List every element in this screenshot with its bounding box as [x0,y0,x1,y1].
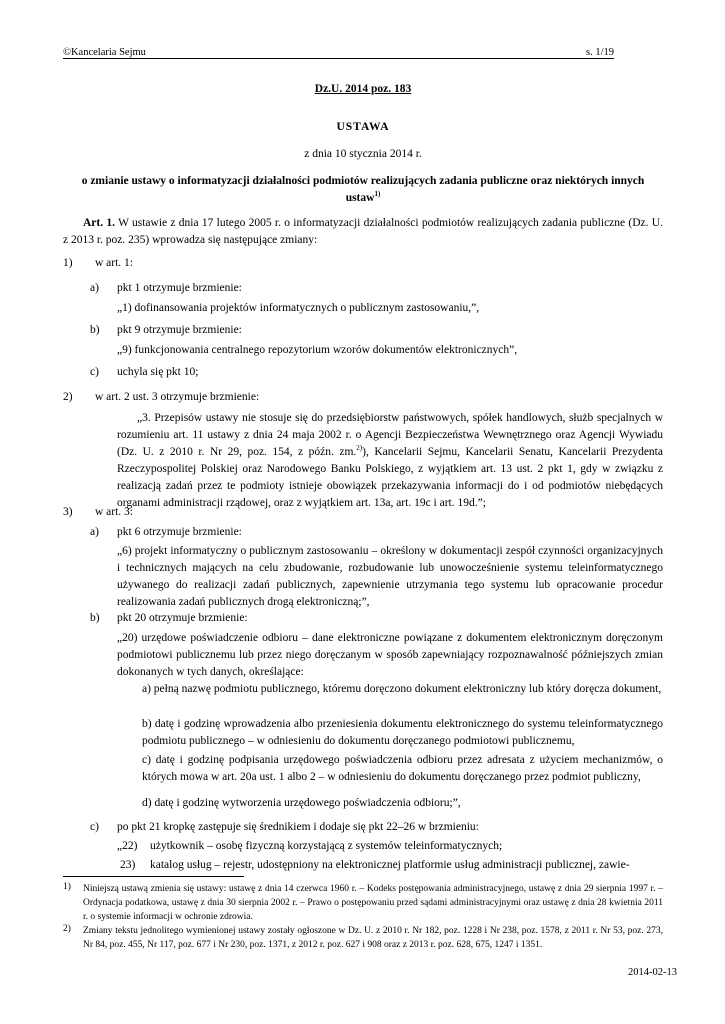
item-2-text: w art. 2 ust. 3 otrzymuje brzmienie: [95,391,260,403]
item-1a-num: a) [90,282,99,294]
article-1-text: W ustawie z dnia 17 lutego 2005 r. o informatyzacji działalności podmiotów realizujących zadania publiczne (Dz. U. z 2013 r. poz. 235) wprowadza się następujące zmiany: [63,217,663,246]
act-date: z dnia 10 stycznia 2014 r. [304,148,422,160]
item-3c-22-text: użytkownik – osobę fizyczną korzystającą z systemów teleinformatycznych; [150,840,503,852]
item-1-num: 1) [63,257,73,269]
header-rule [63,58,614,59]
item-1b-text: pkt 9 otrzymuje brzmienie: [117,324,242,336]
footnote-separator [63,876,244,877]
item-3c-23-text: katalog usług – rejestr, udostępniony na elektronicznej platformie usług administracji publicznej, zawie- [150,859,630,871]
item-3b-sub-c: c) datę i godzinę podpisania urzędowego poświadczenia odbioru przez adresata z użyciem mechanizmów, o których mowa w art. 20a ust. 1 albo 2 – w odniesieniu do dokumentu doręczanego przez podmiot publiczny, [142,754,663,783]
header-page-number: s. 1/19 [585,47,614,58]
item-3c-text: po pkt 21 kropkę zastępuje się średnikiem i dodaje się pkt 22–26 w brzmieniu: [117,821,479,833]
item-3c-num: c) [90,821,99,833]
item-1c-num: c) [90,366,99,378]
item-1b-num: b) [90,324,100,336]
item-3a-num: a) [90,526,99,538]
item-1c-text: uchyla się pkt 10; [117,366,199,378]
act-type-title: USTAWA [336,121,390,133]
item-3b-sub-b: b) datę i godzinę wprowadzenia albo przeniesienia dokumentu elektronicznego do systemu teleinformatycznego podmiotu publicznego – w odniesieniu do dokumentu doręczanego podmiotowi publicznemu, [142,718,663,747]
act-subject [78,173,648,207]
item-1a-quote: „1) dofinansowania projektów informatycznych o publicznym zastosowaniu,”, [117,302,480,314]
footnote-1-num: 1) [63,882,71,892]
article-1-label: Art. 1. [83,217,116,229]
item-2-quote-part2: ), Kancelarii Sejmu, Kancelarii Senatu, Kancelarii Prezydenta Rzeczypospolitej Polskiej oraz Narodowego Banku Polskiego, z wyjątkiem art. 13 ust. 2 pkt 1, gdy w związku z realizacją zadań przez te podmioty istnieje obowiązek przekazywania informacji do i od podmiotów niebędących organami administracji rządowej, oraz z wyjątkiem art. 13a, art. 19c i art. 19d.”; [117,446,663,509]
act-subject-text: o zmianie ustawy o informatyzacji działalności podmiotów realizujących zadania publiczne oraz niektórych innych ustaw [81,175,645,204]
item-1-text: w art. 1: [95,257,134,269]
item-2-quote-part1: „3. Przepisów ustawy nie stosuje się do przedsiębiorstw państwowych, spółek handlowych, służb specjalnych w rozumieniu art. 11 ustawy z dnia 24 maja 2002 r. o Agencji Bezpieczeństwa Wewnętrznego oraz Agencji Wywiadu (Dz. U. z 2010 r. Nr 29, poz. 154, z późn. zm. [117,412,663,458]
footnote-ref-1: 1) [374,190,381,199]
item-3b-num: b) [90,612,100,624]
item-1a-text: pkt 1 otrzymuje brzmienie: [117,282,242,294]
item-1b-quote: „9) funkcjonowania centralnego repozytorium wzorów dokumentów elektronicznych”, [117,344,518,356]
article-1 [63,215,663,249]
doc-reference: Dz.U. 2014 poz. 183 [314,83,412,95]
item-2-quote [117,410,663,512]
header-publisher: ©Kancelaria Sejmu [63,47,146,58]
item-2-num: 2) [63,391,73,403]
footnote-2-num: 2) [63,924,71,934]
item-3c-22-num: „22) [117,840,138,852]
footnote-1-text: Niniejszą ustawą zmienia się ustawy: ustawę z dnia 14 czerwca 1960 r. – Kodeks postępowania administracyjnego, ustawę z dnia 29 sierpnia 1997 r. – Ordynacja podatkowa, ustawę z dnia 30 sierpnia 2002 r. – Prawo o postępowaniu przed sądami administracyjnymi oraz ustawę z dnia 28 kwietnia 2011 r. o systemie informacji w ochronie zdrowia. [83,884,663,922]
footer-date: 2014-02-13 [628,967,677,978]
item-3b-quote: „20) urzędowe poświadczenie odbioru – dane elektroniczne powiązane z dokumentem elektronicznym doręczonym podmiotowi publicznemu lub przez niego doręczanym w sposób zapewniający rozpoznawalność późniejszych zmian dokonanych w tych danych, określające: [117,632,663,678]
item-3a-text: pkt 6 otrzymuje brzmienie: [117,526,242,538]
footnote-ref-2: 2) [356,444,363,453]
item-3b-text: pkt 20 otrzymuje brzmienie: [117,612,248,624]
item-3-text: w art. 3: [95,506,134,518]
item-3c-23-num: 23) [120,859,136,871]
item-3a-quote: „6) projekt informatyczny o publicznym zastosowaniu – określony w dokumentacji zespół czynności organizacyjnych i technicznych mających na celu zbudowanie, rozbudowanie lub unowocześnienie systemu teleinformatycznego używanego do realizacji zadań publicznych, zapewnienie utrzymania tego systemu lub opracowanie procedur realizowania zadań publicznych drogą elektroniczną;”, [117,545,663,608]
item-3b-sub-a: a) pełną nazwę podmiotu publicznego, któremu doręczono dokument elektroniczny lub który doręcza dokument, [142,683,662,695]
footnote-2-text: Zmiany tekstu jednolitego wymienionej ustawy zostały ogłoszone w Dz. U. z 2010 r. Nr 182, poz. 1228 i Nr 238, poz. 1578, z 2011 r. Nr 53, poz. 273, Nr 84, poz. 455, Nr 117, poz. 677 i Nr 230, poz. 1371, z 2012 r. poz. 627 i 908 oraz z 2013 r. poz. 628, 675, 1247 i 1351. [83,926,663,950]
item-3b-sub-d: d) datę i godzinę wytworzenia urzędowego poświadczenia odbioru;”, [142,797,461,809]
item-3-num: 3) [63,506,73,518]
